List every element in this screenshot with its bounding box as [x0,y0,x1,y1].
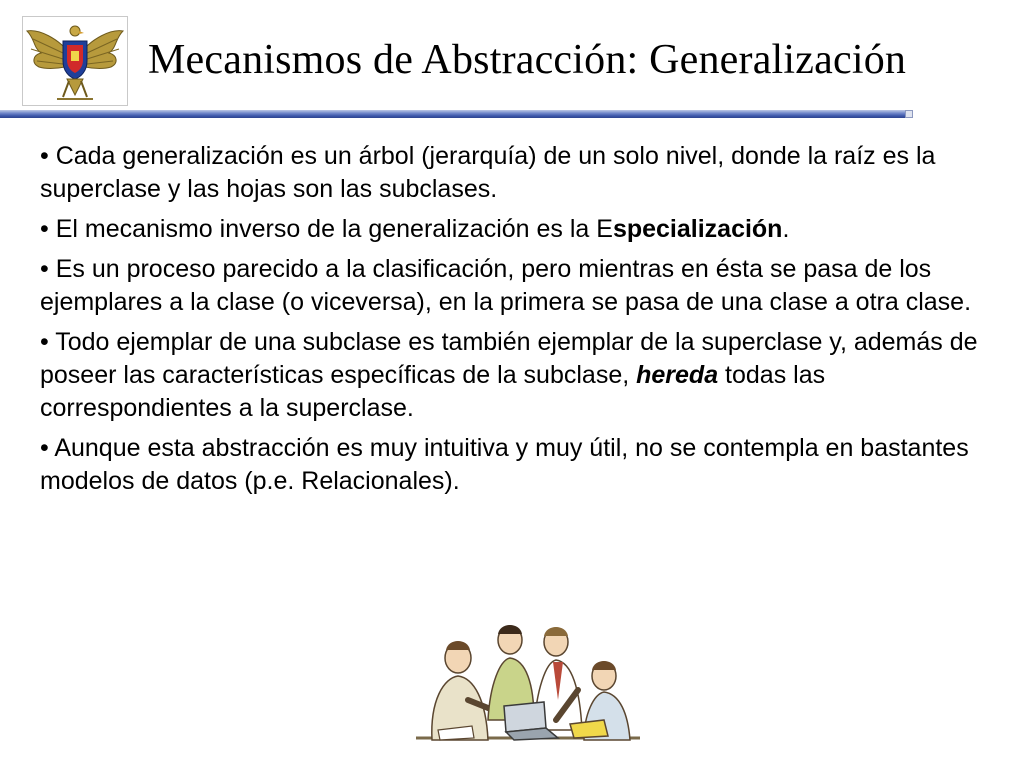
bullet-text: • Todo ejemplar de una subclase es también ejemplar de la superclase y, además de poseer las características específicas de la subclase, [40,328,978,389]
page-title: Mecanismos de Abstracción: Generalización [148,37,907,83]
bullet-text: • El mecanismo inverso de la generalización es la E [40,215,613,243]
bold-term: specialización [612,215,783,243]
bullet-list [40,140,980,505]
bullet-text: • Aunque esta abstracción es muy intuitiva y muy útil, no se contempla en bastantes modelos de datos (p.e. Relacionales). [40,434,969,495]
bullet-item [40,432,980,498]
title-underline-end [905,110,913,118]
university-eagle-crest-icon [23,17,127,105]
bullet-item [40,253,980,319]
bullet-item [40,140,980,206]
slide-header [0,0,1024,120]
logo [22,16,128,106]
bullet-text-end: todas las correspondientes a la superclase. [40,361,826,422]
bullet-item [40,213,980,246]
bullet-text-end: . [782,215,790,243]
bullet-text: • Cada generalización es un árbol (jerarquía) de un solo nivel, donde la raíz es la superclase y las hojas son las subclases. [40,142,936,203]
bullet-text: • Es un proceso parecido a la clasificación, pero mientras en ésta se pasa de los ejemplares a la clase (o viceversa), en la primera se pasa de una clase a otra clase. [40,255,972,316]
clipart [408,620,648,755]
emphasized-term: hereda [636,361,719,389]
people-around-laptop-illustration [408,620,648,750]
title-underline [0,110,905,118]
bullet-item [40,326,980,425]
